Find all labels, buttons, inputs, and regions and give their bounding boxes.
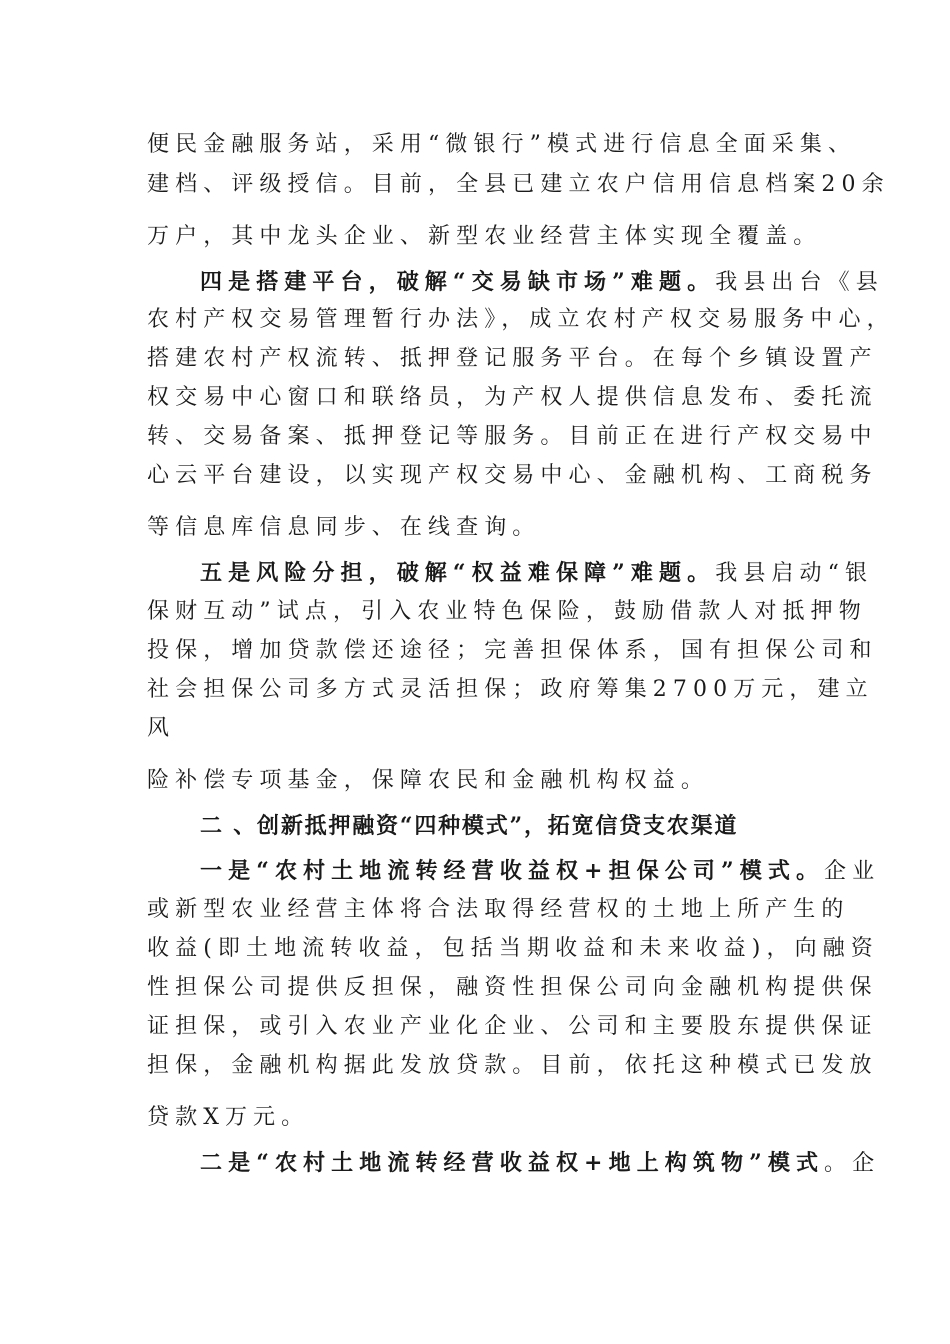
paragraph-lead-bold: 一是“农村土地流转经营收益权+担保公司”模式。 [200,858,825,884]
paragraph-four [200,267,884,298]
section-heading: 二 、创新抵押融资“四种模式”，拓宽信贷支农渠道 [200,813,739,839]
paragraph-lead-rest: 。企 [824,1151,881,1176]
body-line: 农村产权交易管理暂行办法》，成立农村产权交易服务中心， [147,307,895,332]
body-line: 性担保公司提供反担保，融资性担保公司向金融机构提供保 [147,975,878,1000]
paragraph-lead-bold: 二是“农村土地流转经营收益权+地上构筑物”模式 [200,1150,825,1176]
body-line: 权交易中心窗口和联络员，为产权人提供信息发布、委托流 [147,385,878,410]
paragraph-mode-two [200,1148,881,1179]
body-line: 险补偿专项基金，保障农民和金融机构权益。 [147,768,710,793]
body-line: 担保，金融机构据此发放贷款。目前，依托这种模式已发放 [147,1053,878,1078]
body-line: 社会担保公司多方式灵活担保；政府筹集2700万元，建立 [147,677,874,702]
paragraph-five [200,558,874,589]
body-line: 等信息库信息同步、在线查询。 [147,515,541,540]
paragraph-mode-one [200,856,881,887]
body-line: 保财互动”试点，引入农业特色保险，鼓励借款人对抵押物 [147,599,867,624]
paragraph-lead-rest: 我县启动“银 [715,561,874,586]
body-line: 证担保，或引入农业产业化企业、公司和主要股东提供保证 [147,1014,878,1039]
body-line: 便民金融服务站，采用“微银行”模式进行信息全面采集、 [147,132,857,157]
body-line: 贷款X万元。 [147,1105,310,1130]
body-line: 或新型农业经营主体将合法取得经营权的土地上所产生的 [147,897,850,922]
body-line: 收益(即土地流转收益，包括当期收益和未来收益)，向融资 [147,936,879,961]
body-line: 搭建农村产权流转、抵押登记服务平台。在每个乡镇设置产 [147,346,878,371]
body-line: 投保，增加贷款偿还途径；完善担保体系，国有担保公司和 [147,638,878,663]
body-line: 风 [147,716,176,741]
paragraph-lead-rest: 企业 [824,859,881,884]
paragraph-lead-rest: 我县出台《县 [715,270,884,295]
body-line: 心云平台建设，以实现产权交易中心、金融机构、工商税务 [147,463,878,488]
body-line: 建档、评级授信。目前，全县已建立农户信用信息档案20余 [147,172,890,197]
paragraph-lead-bold: 四是搭建平台，破解“交易缺市场”难题。 [200,269,716,295]
body-line: 万户，其中龙头企业、新型农业经营主体实现全覆盖。 [147,224,822,249]
paragraph-lead-bold: 五是风险分担，破解“权益难保障”难题。 [200,560,716,586]
body-line: 转、交易备案、抵押登记等服务。目前正在进行产权交易中 [147,424,878,449]
